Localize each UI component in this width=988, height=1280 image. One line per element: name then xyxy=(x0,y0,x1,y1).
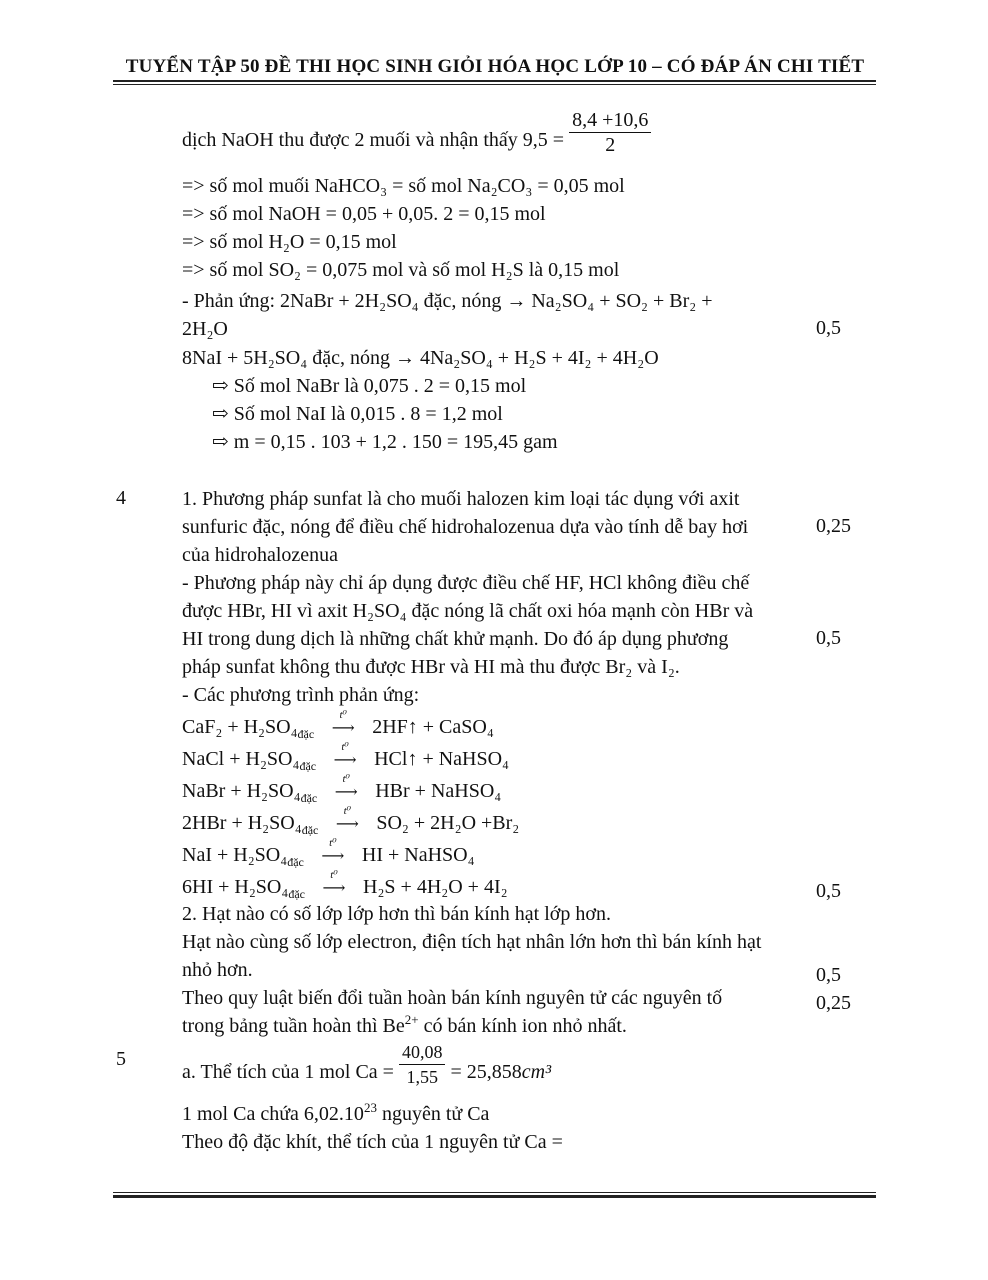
text-fragment: nguyên tử Ca xyxy=(376,1103,490,1125)
score: 0,5 xyxy=(816,317,841,339)
ion-charge: 2+ xyxy=(404,1012,419,1027)
text-line: 2H₂O xyxy=(182,318,228,340)
score: 0,25 xyxy=(816,992,851,1014)
text-line: HI trong dung dịch là những chất khử mạnh. Do đó áp dụng phương xyxy=(182,628,729,650)
fraction-numerator: 40,08 xyxy=(399,1040,446,1065)
text-line xyxy=(182,1042,552,1089)
score: 0,5 xyxy=(816,880,841,902)
text-line: sunfuric đặc, nóng để điều chế hidrohalozenua dựa vào tính dễ bay hơi xyxy=(182,516,749,538)
reactants: 6HI + H₂SO₄ xyxy=(182,876,289,898)
fraction xyxy=(399,1040,446,1089)
fraction xyxy=(569,108,651,157)
page-header-title: TUYỂN TẬP 50 ĐỀ THI HỌC SINH GIỎI HÓA HỌC LỚP 10 – CÓ ĐÁP ÁN CHI TIẾT xyxy=(125,56,865,77)
reactants: 2HBr + H₂SO₄ xyxy=(182,812,302,834)
t0-label: t⁰ xyxy=(339,709,347,721)
text-line: 2. Hạt nào có số lớp lớp hơn thì bán kính hạt lớp hơn. xyxy=(182,903,611,925)
t0-label: t⁰ xyxy=(330,869,338,881)
fraction-numerator: 8,4 +10,6 xyxy=(569,108,651,133)
text-line: ⇨ m = 0,15 . 103 + 1,2 . 150 = 195,45 gam xyxy=(212,431,558,453)
footer-rule-thin xyxy=(113,1192,876,1193)
text-line: => số mol NaOH = 0,05 + 0,05. 2 = 0,15 mol xyxy=(182,203,546,225)
reactants: NaBr + H₂SO₄ xyxy=(182,780,301,802)
arrow-icon: ⟶ xyxy=(322,880,346,897)
text-fragment: có bán kính ion nhỏ nhất. xyxy=(418,1015,627,1037)
arrow-icon: ⟶ xyxy=(321,848,345,865)
arrow-icon: ⟶ xyxy=(331,720,355,737)
products: HCl↑ + NaHSO₄ xyxy=(374,748,510,770)
t0-label: t⁰ xyxy=(343,805,352,817)
text-line: nhỏ hơn. xyxy=(182,959,253,981)
header-rule-thick xyxy=(113,80,876,82)
text-line: => số mol SO₂ = 0,075 mol và số mol H₂S là 0,15 mol xyxy=(182,259,620,281)
arrow-icon: ⟶ xyxy=(333,752,357,769)
reactants: NaI + H₂SO₄ xyxy=(182,844,288,866)
score: 0,5 xyxy=(816,964,841,986)
text-line: ⇨ Số mol NaI là 0,015 . 8 = 1,2 mol xyxy=(212,403,503,425)
text-fragment: a. Thể tích của 1 mol Ca = xyxy=(182,1061,399,1084)
dac-label: đặc xyxy=(288,887,305,901)
reactants: CaF₂ + H₂SO₄ xyxy=(182,716,298,738)
dac-label: đặc xyxy=(299,759,317,773)
text-line: của hidrohalozenua xyxy=(182,544,339,566)
text-line: => số mol H₂O = 0,15 mol xyxy=(182,231,397,253)
text-line: 8NaI + 5H₂SO₄ đặc, nóng → 4Na₂SO₄ + H₂S + 4I₂ + 4H₂O xyxy=(182,347,659,369)
text-line: được HBr, HI vì axit H₂SO₄ đặc nóng lã chất oxi hóa mạnh còn HBr và xyxy=(182,600,754,622)
text-fragment: trong bảng tuần hoàn thì Be xyxy=(182,1015,405,1037)
text-fragment: = 25,858 xyxy=(450,1061,522,1084)
text-line xyxy=(182,109,651,157)
t0-label: t⁰ xyxy=(341,741,349,753)
products: SO₂ + 2H₂O +Br₂ xyxy=(376,812,520,834)
products: HBr + NaHSO₄ xyxy=(375,780,502,802)
score: 0,25 xyxy=(816,515,851,537)
text-line: - Các phương trình phản ứng: xyxy=(182,684,420,706)
dac-label: đặc xyxy=(300,791,318,805)
text-line: ⇨ Số mol NaBr là 0,075 . 2 = 0,15 mol xyxy=(212,375,527,397)
text-line: Hạt nào cùng số lớp electron, điện tích hạt nhân lớn hơn thì bán kính hạt xyxy=(182,931,762,953)
text-line xyxy=(182,1014,627,1038)
text-line: 1. Phương pháp sunfat là cho muối halozen kim loại tác dụng với axit xyxy=(182,488,740,510)
products: 2HF↑ + CaSO₄ xyxy=(372,716,494,738)
heat-arrow xyxy=(310,869,358,901)
unit: cm³ xyxy=(521,1061,552,1084)
dac-label: đặc xyxy=(287,855,304,869)
arrow-icon: ⟶ xyxy=(334,784,358,801)
t0-label: t⁰ xyxy=(329,837,337,849)
products: H₂S + 4H₂O + 4I₂ xyxy=(363,876,508,898)
footer-rule-thick xyxy=(113,1195,876,1198)
fraction-denominator: 2 xyxy=(605,134,616,156)
t0-label: t⁰ xyxy=(342,773,350,785)
dac-label: đặc xyxy=(297,727,315,741)
products: HI + NaHSO₄ xyxy=(361,844,475,866)
arrow-icon: ⟶ xyxy=(335,816,359,833)
reactants: NaCl + H₂SO₄ xyxy=(182,748,300,770)
text-fragment: 1 mol Ca chứa 6,02.10 xyxy=(182,1103,364,1125)
score: 0,5 xyxy=(816,627,841,649)
question-number: 5 xyxy=(116,1048,126,1070)
text-line: pháp sunfat không thu được HBr và HI mà thu được Br₂ và I₂. xyxy=(182,656,680,678)
text-line xyxy=(182,1102,489,1126)
text-line: Theo độ đặc khít, thể tích của 1 nguyên tử Ca = xyxy=(182,1131,563,1153)
exponent: 23 xyxy=(363,1100,377,1115)
question-number: 4 xyxy=(116,487,126,509)
text-line: - Phương pháp này chỉ áp dụng được điều chế HF, HCl không điều chế xyxy=(182,572,750,594)
text-line: => số mol muối NaHCO₃ = số mol Na₂CO₃ = 0,05 mol xyxy=(182,175,625,197)
dac-label: đặc xyxy=(301,823,319,837)
text-fragment: dịch NaOH thu được 2 muối và nhận thấy 9,5 = xyxy=(182,129,565,152)
text-line: Theo quy luật biến đổi tuần hoàn bán kính nguyên tử các nguyên tố xyxy=(182,987,723,1009)
header-rule-thin xyxy=(113,84,876,85)
text-line: - Phản ứng: 2NaBr + 2H₂SO₄ đặc, nóng → Na₂SO₄ + SO₂ + Br₂ + xyxy=(182,290,713,312)
fraction-denominator: 1,55 xyxy=(406,1067,438,1087)
